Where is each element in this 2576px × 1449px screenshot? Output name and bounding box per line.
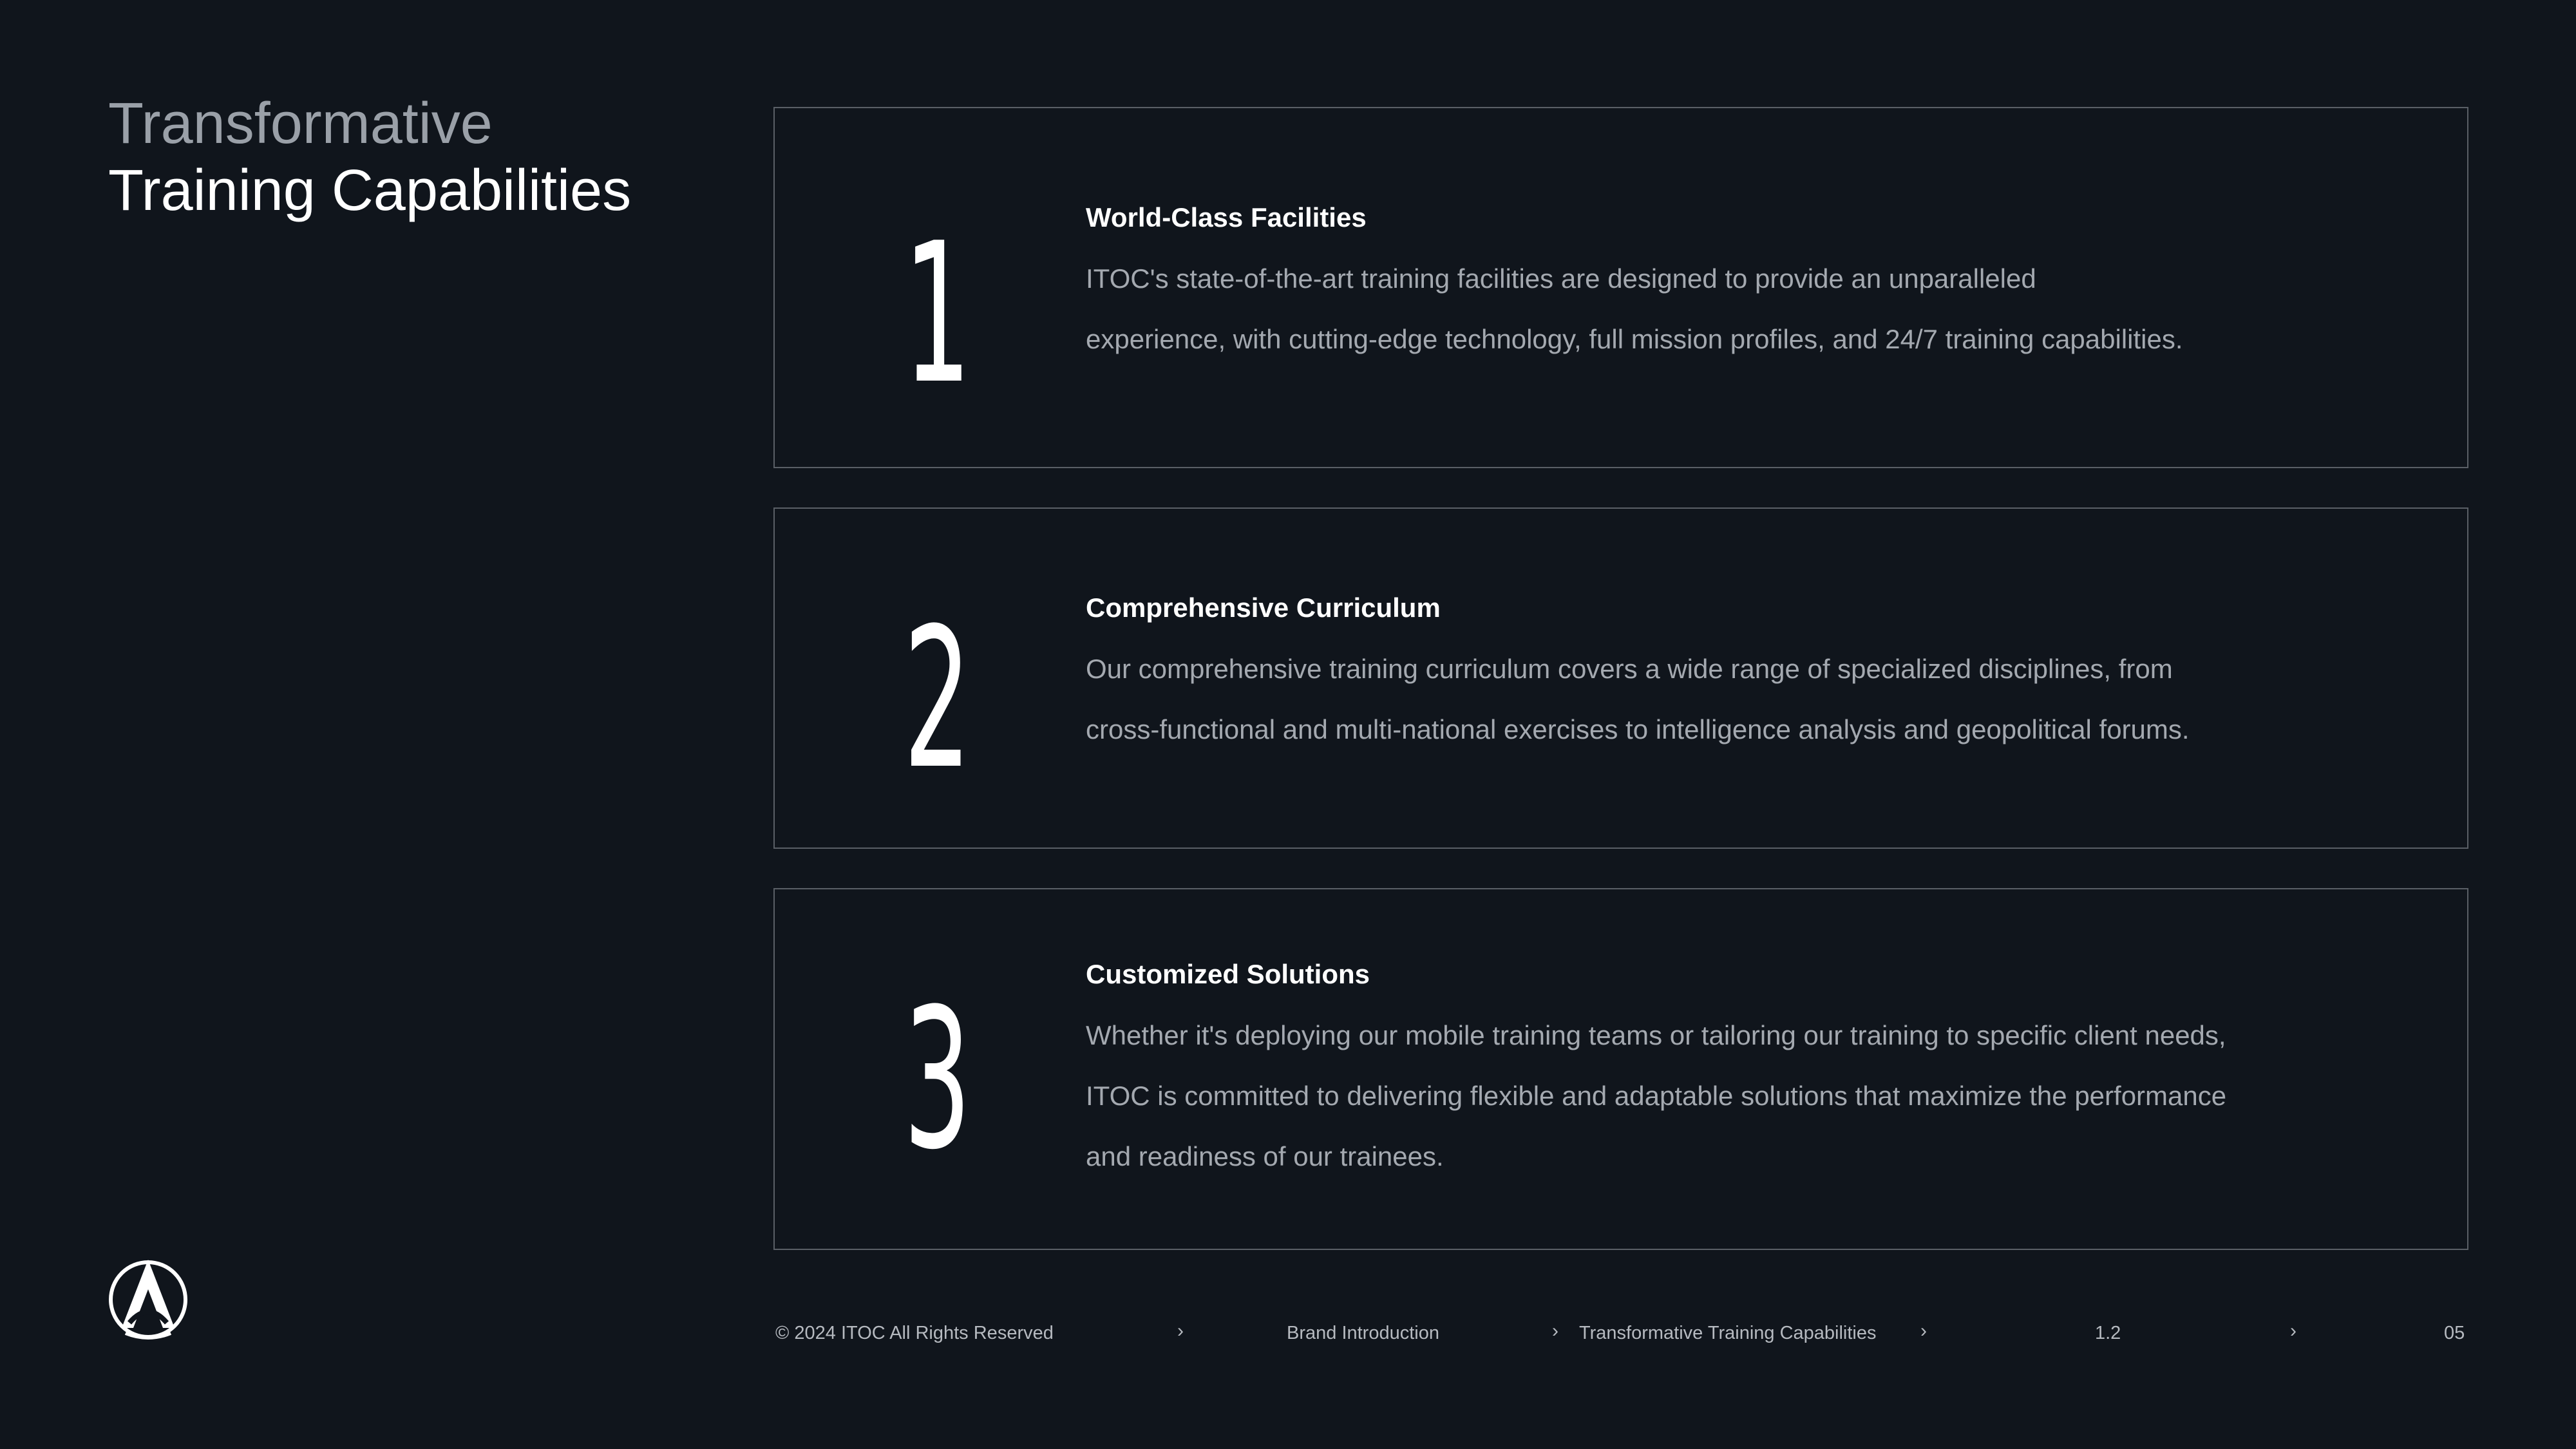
card-title: Comprehensive Curriculum bbox=[1086, 592, 1441, 623]
footer-copyright: © 2024 ITOC All Rights Reserved bbox=[775, 1323, 1054, 1343]
card-body-line: cross-functional and multi-national exercises to intelligence analysis and geopolitical forums. bbox=[1086, 714, 2190, 744]
card-body bbox=[1086, 249, 2309, 370]
chevron-right-icon: › bbox=[1920, 1320, 1927, 1341]
card-number: 2 bbox=[904, 587, 971, 811]
card-body bbox=[1086, 639, 2309, 760]
card-title: World-Class Facilities bbox=[1086, 202, 1367, 232]
card-body-line: and readiness of our trainees. bbox=[1086, 1141, 1444, 1171]
page-title-line-2: Training Capabilities bbox=[108, 158, 632, 223]
card-body-line: ITOC's state-of-the-art training facilities are designed to provide an unparalleled bbox=[1086, 263, 2036, 294]
itoc-logo-icon bbox=[106, 1256, 190, 1343]
card-number: 1 bbox=[904, 202, 971, 426]
card-body-line: Whether it's deploying our mobile training teams or tailoring our training to specific client needs, bbox=[1086, 1020, 2226, 1050]
chevron-right-icon: › bbox=[2290, 1320, 2297, 1341]
card-body-line: experience, with cutting-edge technology, full mission profiles, and 24/7 training capabilities. bbox=[1086, 324, 2183, 354]
card-body-line: ITOC is committed to delivering flexible and adaptable solutions that maximize the performance bbox=[1086, 1081, 2227, 1111]
capability-card-1 bbox=[773, 107, 2468, 468]
capability-card-2 bbox=[773, 507, 2468, 849]
footer-version: 1.2 bbox=[2095, 1323, 2121, 1343]
footer-page-number: 05 bbox=[2444, 1323, 2465, 1343]
capability-card-3 bbox=[773, 888, 2468, 1250]
page-title-line-1: Transformative bbox=[108, 91, 493, 156]
card-body-line: Our comprehensive training curriculum covers a wide range of specialized disciplines, from bbox=[1086, 654, 2173, 684]
footer-section-link[interactable]: Brand Introduction bbox=[1287, 1323, 1439, 1343]
footer-page-title: Transformative Training Capabilities bbox=[1579, 1323, 1877, 1343]
card-title: Customized Solutions bbox=[1086, 959, 1370, 989]
chevron-right-icon: › bbox=[1552, 1320, 1558, 1341]
chevron-right-icon: › bbox=[1177, 1320, 1184, 1341]
card-number: 3 bbox=[904, 967, 971, 1192]
page-title bbox=[108, 90, 631, 224]
card-body bbox=[1086, 1005, 2309, 1187]
